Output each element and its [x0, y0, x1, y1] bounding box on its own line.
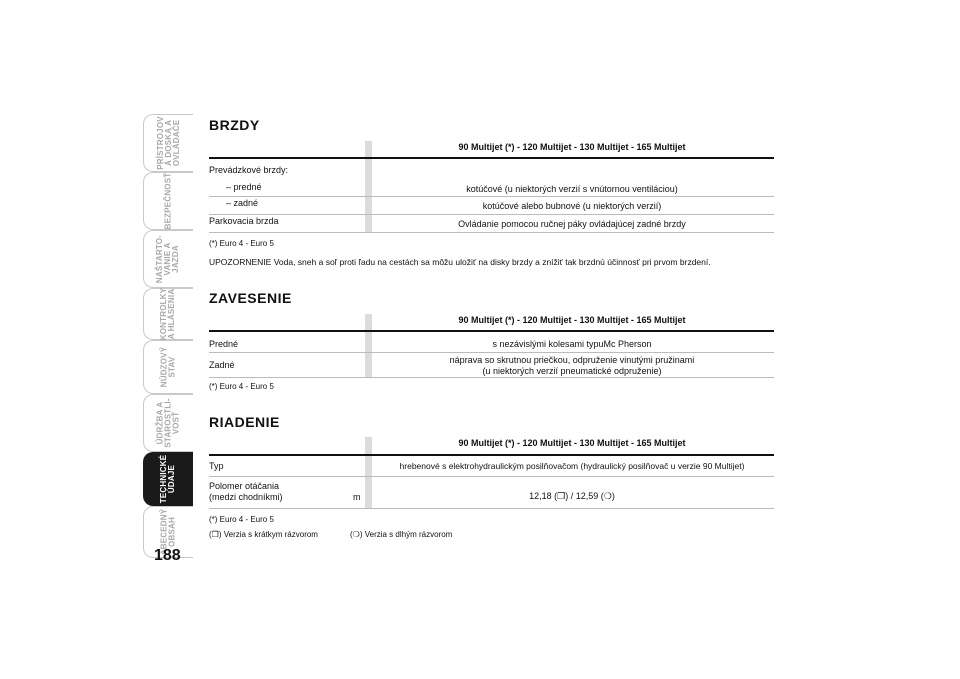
tab-bezpecnost[interactable]: BEZPEČNOSŤ: [143, 172, 193, 230]
row-value: s nezávislými kolesami typuMc Pherson: [492, 339, 652, 349]
row-value: 12,18 (❒) / 12,59 (❍): [529, 491, 615, 501]
row-value: hrebenové s elektrohydraulickým posilňovačom (hydraulický posilňovač u verzie 90 Multijet): [399, 461, 745, 471]
row-rule: [209, 352, 774, 353]
row-value: Ovládanie pomocou ručnej páky ovládajúcej zadné brzdy: [458, 219, 686, 229]
warning-text: UPOZORNENIE Voda, sneh a soľ proti ľadu na cestách sa môžu uložiť na disky brzdy a znížiť tak brzdnú účinnosť pri prvom brzdení.: [209, 257, 711, 267]
tab-udrzba[interactable]: ÚDRŽBA A STAROSTLI- VOSŤ: [143, 394, 193, 452]
page-number: 188: [154, 547, 181, 564]
footnote: (*) Euro 4 - Euro 5: [209, 239, 274, 248]
row-sublabel: – zadné: [226, 198, 259, 208]
footnote: (*) Euro 4 - Euro 5: [209, 515, 274, 524]
row-value: náprava so skrutnou priečkou, odpruženie vinutými pružinami: [449, 355, 695, 365]
table-header: 90 Multijet (*) - 120 Multijet - 130 Multijet - 165 Multijet: [458, 315, 686, 325]
row-label: Zadné: [209, 360, 235, 370]
footnote: (*) Euro 4 - Euro 5: [209, 382, 274, 391]
legend-short-wheelbase: (❒) Verzia s krátkym rázvorom: [209, 530, 318, 539]
row-rule: [209, 508, 774, 509]
header-rule: [209, 454, 774, 456]
row-label: Polomer otáčania: [209, 481, 280, 491]
row-value: (u niektorých verzií pneumatické odpruženie): [482, 366, 662, 376]
row-label: Typ: [209, 461, 224, 471]
row-rule: [209, 377, 774, 378]
section-title-brzdy: BRZDY: [209, 117, 260, 133]
tab-pristrojova-doska[interactable]: PRÍSTROJOV Á DOSKA A OVLÁDAČE: [143, 114, 193, 172]
row-value: kotúčové (u niektorých verzií s vnútornou ventiláciou): [466, 184, 678, 194]
column-divider: [365, 314, 372, 378]
row-value: kotúčové alebo bubnové (u niektorých verzií): [482, 201, 662, 211]
row-sublabel: – predné: [226, 182, 262, 192]
tab-technicke-udaje[interactable]: TECHNICKÉ ÚDAJE: [143, 452, 193, 506]
tab-kontrolky[interactable]: KONTROLKY A HLÁSENIA: [143, 288, 193, 340]
row-rule: [209, 232, 774, 233]
section-title-riadenie: RIADENIE: [209, 414, 280, 430]
row-rule: [209, 476, 774, 477]
tab-nudzovy-stav[interactable]: NÚDZOVÝ STAV: [143, 340, 193, 394]
table-header: 90 Multijet (*) - 120 Multijet - 130 Multijet - 165 Multijet: [458, 438, 686, 448]
header-rule: [209, 330, 774, 332]
table-header: 90 Multijet (*) - 120 Multijet - 130 Multijet - 165 Multijet: [458, 142, 686, 152]
row-label: Predné: [209, 339, 239, 349]
row-label: Prevádzkové brzdy:: [209, 165, 289, 175]
header-rule: [209, 157, 774, 159]
legend-long-wheelbase: (❍) Verzia s dlhým rázvorom: [350, 530, 453, 539]
row-rule: [209, 214, 774, 215]
row-label: (medzi chodníkmi): [209, 492, 283, 502]
tab-abecedny-obsah[interactable]: ABECEDNÝ OBSAH: [143, 506, 193, 558]
row-label: Parkovacia brzda: [209, 216, 279, 226]
section-title-zavesenie: ZAVESENIE: [209, 290, 292, 306]
tab-nastartovanie[interactable]: NAŠTARTO- VANIE A JAZDA: [143, 230, 193, 288]
unit-label: m: [353, 492, 361, 502]
row-rule: [209, 196, 774, 197]
column-divider: [365, 437, 372, 509]
column-divider: [365, 141, 372, 233]
